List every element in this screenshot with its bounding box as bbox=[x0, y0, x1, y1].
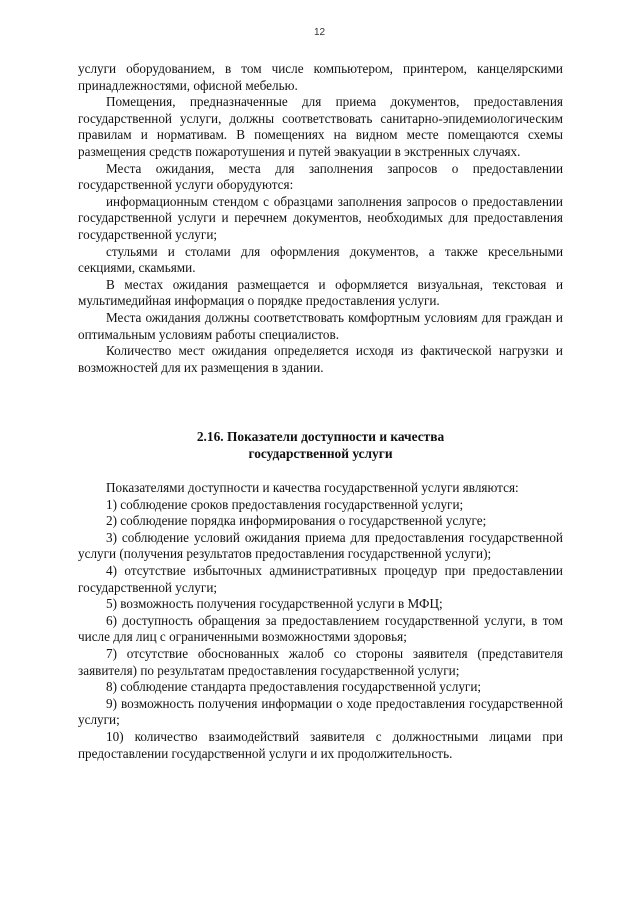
paragraph: информационным стендом с образцами заполнения запросов о предоставлении государственной услуги и перечнем документов, необходимых для предоставления государственной услуги; bbox=[78, 193, 563, 242]
paragraph: Показателями доступности и качества государственной услуги являются: bbox=[106, 480, 519, 495]
list-item: 8) соблюдение стандарта предоставления государственной услуги; bbox=[106, 679, 482, 695]
paragraph: Количество мест ожидания определяется исходя из фактической нагрузки и возможностей для их размещения в здании. bbox=[78, 343, 563, 375]
list-item: 7) отсутствие обоснованных жалоб со стороны заявителя (представителя заявителя) по результатам предоставления государственной услуги; bbox=[78, 645, 563, 678]
list-item: 4) отсутствие избыточных административных процедур при предоставлении государственной услуги; bbox=[78, 562, 563, 595]
list-item: 3) соблюдение условий ожидания приема для предоставления государственной услуги (получения результатов предоставления государственной услуги); bbox=[78, 529, 563, 562]
list-item: 5) возможность получения государственной услуги в МФЦ; bbox=[106, 596, 443, 612]
paragraph: В местах ожидания размещается и оформляется визуальная, текстовая и мультимедийная информация о порядке предоставления услуги. bbox=[78, 276, 563, 309]
list-item: 2) соблюдение порядка информирования о государственной услуге; bbox=[106, 513, 487, 529]
page-number: 12 bbox=[313, 27, 326, 38]
paragraph: услуги оборудованием, в том числе компьютером, принтером, канцелярскими принадлежностями, офисной мебелью. bbox=[78, 61, 563, 93]
list-item: 10) количество взаимодействий заявителя с должностными лицами при предоставлении государственной услуги и их продолжительность. bbox=[78, 728, 563, 761]
paragraph: Места ожидания, места для заполнения запросов о предоставлении государственной услуги оборудуются: bbox=[78, 160, 563, 193]
body-section-top bbox=[78, 61, 563, 376]
list-item: 6) доступность обращения за предоставлением государственной услуги, в том числе для лиц с ограниченными возможностями здоровья; bbox=[78, 612, 563, 645]
list-item: 1) соблюдение сроков предоставления государственной услуги; bbox=[106, 496, 464, 512]
body-section-bottom bbox=[78, 480, 563, 762]
section-heading-line: государственной услуги bbox=[248, 445, 393, 461]
paragraph: Помещения, предназначенные для приема документов, предоставления государственной услуги, должны соответствовать санитарно-эпидемиологическим правилам и нормативам. В помещениях на видном месте помещаются схемы размещения средств пожаротушения и путей эвакуации в экстренных случаях. bbox=[78, 94, 563, 159]
paragraph: Места ожидания должны соответствовать комфортным условиям для граждан и оптимальным условиям работы специалистов. bbox=[78, 309, 563, 342]
paragraph: стульями и столами для оформления документов, а также кресельными секциями, скамьями. bbox=[78, 243, 563, 276]
list-item: 9) возможность получения информации о ходе предоставления государственной услуги; bbox=[78, 695, 563, 728]
section-heading-line: 2.16. Показатели доступности и качества bbox=[196, 429, 445, 444]
section-heading bbox=[78, 429, 563, 462]
